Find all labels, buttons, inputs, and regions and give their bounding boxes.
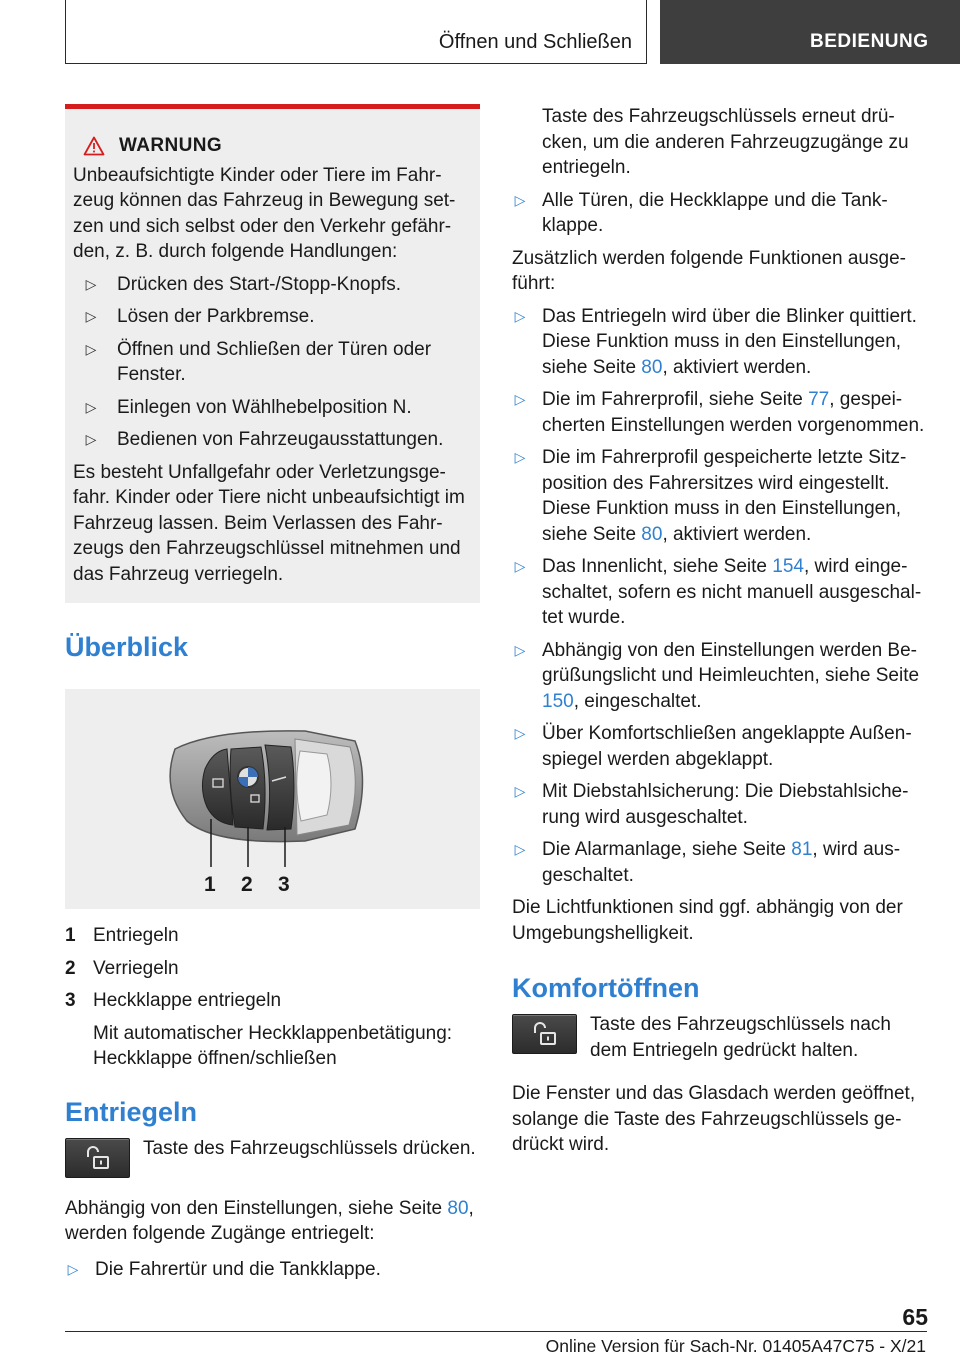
function-item	[512, 779, 927, 830]
chapter-title: BEDIENUNG	[810, 31, 929, 52]
bullet-triangle-icon: ▷	[514, 841, 526, 857]
function-item: ▷ Abhängig von den Einstellungen werden Begrüßungslicht und Heimleuchten, siehe Seite 150, eingeschaltet.	[512, 638, 927, 715]
warning-item	[83, 304, 472, 330]
right-column	[512, 104, 927, 1158]
page-link[interactable]: 80	[641, 523, 663, 545]
warning-list	[73, 272, 472, 453]
warning-box	[65, 104, 480, 603]
continued-item-text: Alle Türen, die Heckklappe und die Tankklappe.	[542, 189, 888, 236]
legend-item	[65, 923, 480, 949]
bullet-triangle-icon: ▷	[514, 449, 526, 465]
unlock-button-text: Taste des Fahrzeugschlüssels drücken.	[143, 1137, 476, 1159]
function-item: ▷ Das Entriegeln wird über die Blinker quittiert. Diese Funktion muss in den Einstellungen, siehe Seite 80, aktiviert werden.	[512, 304, 927, 381]
figure-legend	[65, 923, 480, 1072]
bullet-triangle-icon: ▷	[514, 191, 526, 208]
function-item-text: Mit Diebstahlsicherung: Die Diebstahlsicherung wird ausgeschaltet.	[542, 781, 909, 828]
footer-divider	[65, 1331, 927, 1332]
bullet-triangle-icon: ▷	[85, 308, 97, 324]
warning-intro: Unbeaufsichtigte Kinder oder Tiere im Fahrzeug können das Fahrzeug in Bewegung setzen und sich selbst oder den Verkehr gefährden, z. B. durch folgende Handlungen:	[73, 164, 456, 262]
warning-item-text: Lösen der Parkbremse.	[117, 306, 315, 327]
section-title: Öffnen und Schließen	[438, 31, 632, 53]
key-fob-illustration	[65, 689, 480, 909]
page-link[interactable]: 81	[791, 839, 813, 860]
legend-item	[65, 988, 480, 1014]
function-item-text: Über Komfortschließen angeklappte Außenspiegel werden abgeklappt.	[542, 723, 912, 770]
unlock-heading: Entriegeln	[65, 1096, 198, 1127]
legend-text: Verriegeln	[93, 957, 179, 979]
legend-text: Heckklappe entriegeln	[93, 990, 282, 1011]
figure-label: 3	[278, 873, 290, 896]
page-number: 65	[902, 1304, 928, 1330]
unlock-icon	[83, 1145, 113, 1171]
warning-item	[83, 427, 472, 453]
warning-title-text: WARNUNG	[119, 135, 223, 156]
bullet-triangle-icon: ▷	[514, 307, 526, 324]
key-fob-figure	[65, 689, 480, 909]
function-item: ▷ Die Alarmanlage, siehe Seite 81, wird ausgeschaltet.	[512, 837, 927, 888]
legend-number: 3	[65, 990, 76, 1011]
unlock-item-text: Die Fahrertür und die Tankklappe.	[95, 1258, 381, 1280]
page-link[interactable]: 150	[542, 690, 574, 712]
comfort-paragraph: Die Fenster und das Glasdach werden geöffnet, solange die Taste des Fahrzeugschlüssels gedrückt wird.	[512, 1083, 916, 1155]
bullet-triangle-icon: ▷	[85, 340, 97, 357]
function-item: ▷ Die im Fahrerprofil gespeicherte letzte Sitzposition des Fahrersitzes wird eingestellt. Diese Funktion muss in den Einstellungen, siehe Seite 80, aktiviert werden.	[512, 445, 927, 547]
warning-item	[83, 337, 472, 388]
unlock-key-button	[65, 1138, 130, 1178]
comfort-heading: Komfortöffnen	[512, 973, 700, 1003]
legend-text: Entriegeln	[93, 925, 179, 946]
bullet-triangle-icon: ▷	[85, 398, 97, 415]
bullet-triangle-icon: ▷	[514, 558, 526, 574]
functions-list	[512, 304, 927, 889]
bullet-triangle-icon: ▷	[85, 275, 97, 292]
warning-triangle-icon	[83, 136, 105, 156]
warning-item-text: Öffnen und Schließen der Türen oder Fenster.	[117, 338, 432, 385]
function-item	[512, 721, 927, 772]
legend-item	[65, 956, 480, 982]
header-chapter-box	[660, 0, 960, 64]
overview-heading: Überblick	[65, 632, 189, 662]
continued-item	[512, 188, 927, 239]
page-link[interactable]: 80	[447, 1197, 469, 1219]
legend-subtext: Mit automatischer Heckklappenbetätigung: Heckklappe öffnen/schließen	[93, 1022, 453, 1069]
light-note: Die Lichtfunktionen sind ggf. abhängig von der Umgebungshelligkeit.	[512, 897, 903, 944]
bullet-triangle-icon: ▷	[514, 641, 526, 658]
comfort-button-text: Taste des Fahrzeugschlüssels nach dem Entriegeln gedrückt halten.	[590, 1014, 891, 1061]
continued-paragraph: Taste des Fahrzeugschlüssels erneut drücken, um die anderen Fahrzeugzugänge zu entriegeln.	[542, 106, 909, 178]
unlock-paragraph: Abhängig von den Einstellungen, siehe Seite 80, werden folgende Zugänge entriegelt:	[65, 1197, 474, 1244]
footer-text: Online Version für Sach-Nr. 01405A47C75 - X/21	[545, 1336, 926, 1356]
legend-number: 1	[65, 925, 76, 946]
unlock-item	[65, 1257, 480, 1283]
unlock-icon	[530, 1021, 560, 1047]
figure-label: 2	[241, 873, 253, 896]
bullet-triangle-icon: ▷	[514, 391, 526, 407]
bullet-triangle-icon: ▷	[514, 725, 526, 741]
bullet-triangle-icon: ▷	[85, 431, 97, 447]
header-section-box	[65, 0, 647, 64]
bullet-triangle-icon: ▷	[67, 1260, 79, 1277]
warning-outro: Es besteht Unfallgefahr oder Verletzungsgefahr. Kinder oder Tiere nicht unbeaufsichtigt im Fahrzeug lassen. Beim Verlassen des Fahrzeugs den Fahrzeugschlüssel mitnehmen und das Fahrzeug verriegeln.	[73, 461, 465, 585]
comfort-key-button	[512, 1014, 577, 1054]
warning-title	[83, 133, 472, 159]
continued-list	[512, 188, 927, 239]
warning-item	[83, 272, 472, 298]
figure-label: 1	[204, 873, 216, 896]
warning-item-text: Einlegen von Wählhebelposition N.	[117, 396, 412, 418]
left-column	[65, 104, 480, 1282]
function-item: ▷ Die im Fahrerprofil, siehe Seite 77, gespeicherten Einstellungen werden vorgenommen.	[512, 387, 927, 438]
page-link[interactable]: 80	[641, 356, 663, 378]
warning-item-text: Bedienen von Fahrzeugausstattungen.	[117, 429, 444, 450]
unlock-button-row	[65, 1136, 480, 1178]
warning-item-text: Drücken des Start-/Stopp-Knopfs.	[117, 273, 402, 295]
legend-number: 2	[65, 957, 76, 979]
page-link[interactable]: 154	[772, 556, 804, 577]
functions-intro: Zusätzlich werden folgende Funktionen ausgeführt:	[512, 247, 906, 294]
warning-item	[83, 395, 472, 421]
unlock-list	[65, 1257, 480, 1283]
function-item: ▷ Das Innenlicht, siehe Seite 154, wird eingeschaltet, sofern es nicht manuell ausgeschaltet wurde.	[512, 554, 927, 631]
bullet-triangle-icon: ▷	[514, 783, 526, 799]
page-link[interactable]: 77	[808, 389, 830, 410]
comfort-button-row	[512, 1012, 927, 1063]
